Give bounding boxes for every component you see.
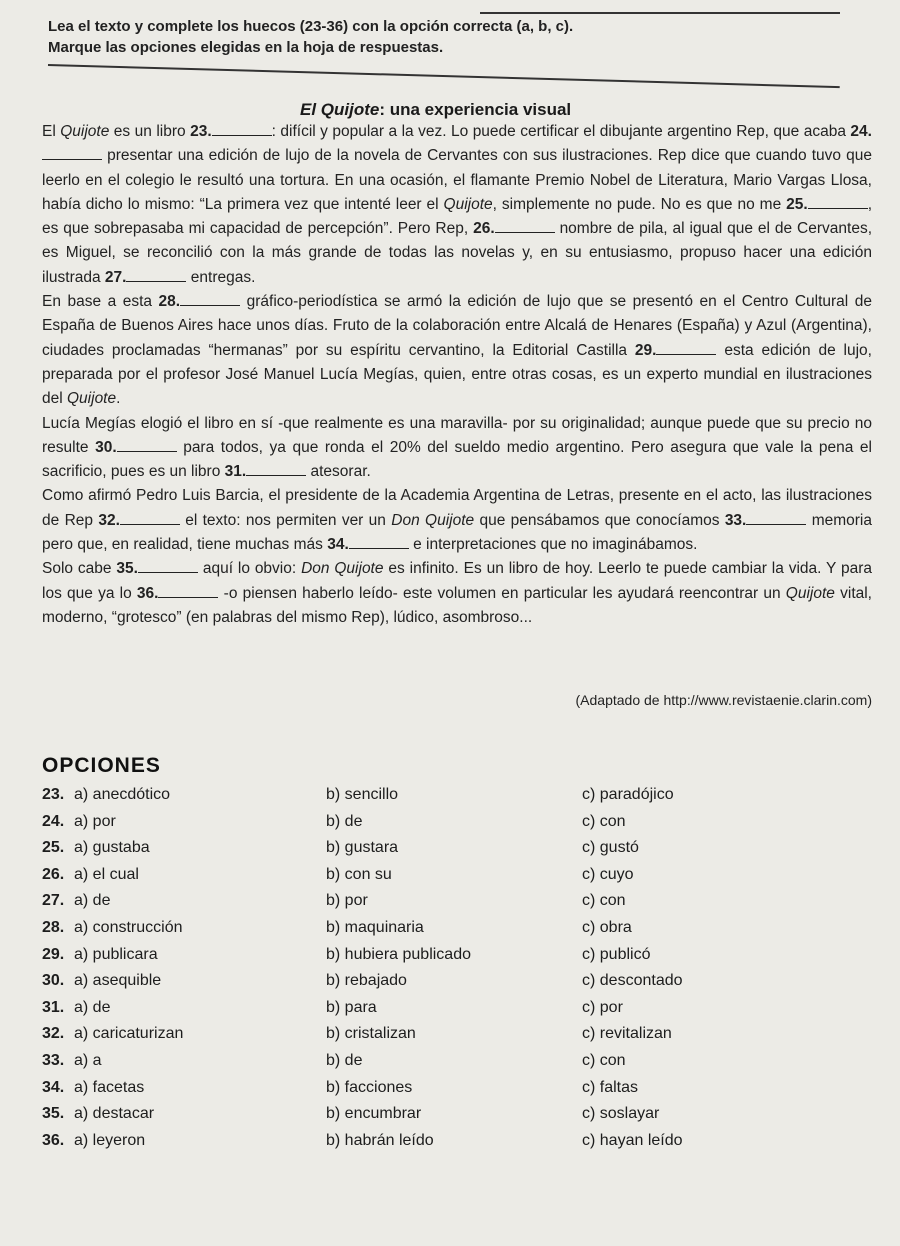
option-c[interactable]: c) por — [582, 998, 623, 1016]
text: vital, moderno, “grotesco” (en palabras del mismo Rep), lúdico, asombroso... — [42, 584, 872, 626]
option-b[interactable]: b) hubiera publicado — [326, 945, 471, 963]
option-b[interactable]: b) para — [326, 998, 377, 1016]
option-number: 35. — [42, 1105, 65, 1123]
option-row — [42, 888, 882, 915]
option-row — [42, 1128, 882, 1155]
option-a[interactable]: a) gustaba — [74, 839, 150, 857]
option-row — [42, 942, 882, 969]
title-italic: El Quijote — [300, 100, 380, 119]
option-b[interactable]: b) maquinaria — [326, 918, 424, 936]
option-row — [42, 915, 882, 942]
text-italic: Don Quijote — [391, 511, 475, 529]
option-b[interactable]: b) facciones — [326, 1078, 413, 1096]
gap-blank-25[interactable] — [808, 196, 868, 209]
option-b[interactable]: b) de — [326, 812, 363, 830]
gap-blank-27[interactable] — [126, 269, 186, 282]
option-c[interactable]: c) con — [582, 1051, 626, 1069]
option-number: 36. — [42, 1131, 65, 1149]
option-row — [42, 862, 882, 889]
gap-number-24: 24. — [850, 123, 872, 140]
options-title: OPCIONES — [42, 754, 161, 777]
text-italic: Quijote — [67, 390, 117, 408]
text: atesorar. — [306, 463, 371, 481]
option-a[interactable]: a) destacar — [74, 1105, 155, 1123]
text: , es que sobrepasaba mi capacidad de percepción”. Pero Rep, — [42, 195, 873, 238]
gap-number-28: 28. — [158, 293, 181, 311]
text: . — [116, 390, 121, 408]
gap-blank-26[interactable] — [495, 220, 555, 233]
option-c[interactable]: c) con — [582, 892, 626, 910]
text: Solo cabe — [42, 560, 117, 578]
paragraph-2 — [42, 290, 872, 411]
option-number: 34. — [42, 1078, 65, 1096]
option-row — [42, 968, 882, 995]
text: para todos, ya que ronda el 20% del sueldo medio argentino. Pero asegura que vale la pena el sacrificio, pues es un libro — [42, 438, 872, 481]
option-a[interactable]: a) construcción — [74, 918, 183, 936]
instructions-line-2: Marque las opciones elegidas en la hoja de respuestas. — [48, 39, 444, 56]
option-number: 24. — [42, 812, 65, 830]
option-b[interactable]: b) rebajado — [326, 972, 407, 990]
gap-number-25: 25. — [786, 195, 808, 213]
option-a[interactable]: a) publicara — [74, 945, 158, 963]
gap-blank-34[interactable] — [349, 536, 409, 549]
gap-number-35: 35. — [116, 560, 138, 578]
passage — [42, 120, 872, 630]
text: e interpretaciones que no imaginábamos. — [408, 536, 698, 554]
text: el texto: nos permiten ver un — [179, 511, 392, 529]
paragraph-5 — [42, 557, 872, 630]
paragraph-3 — [42, 412, 872, 485]
option-number: 26. — [42, 865, 65, 883]
option-row — [42, 1048, 882, 1075]
title-rest: : una experiencia visual — [379, 100, 572, 119]
option-c[interactable]: c) con — [582, 812, 626, 830]
option-c[interactable]: c) gustó — [582, 839, 639, 857]
option-c[interactable]: c) obra — [582, 918, 632, 936]
option-row — [42, 809, 882, 836]
text: es infinito. Es un libro de hoy. Leerlo te puede cambiar la vida. Y para los que ya lo — [42, 560, 872, 602]
option-a[interactable]: a) facetas — [74, 1078, 145, 1096]
text: memoria pero que, en realidad, tiene muchas más — [42, 511, 872, 554]
paragraph-4 — [42, 484, 872, 557]
text: gráfico-periodística se armó la edición de lujo que se presentó en el Centro Cultural de España de Buenos Aires hace unos días. Fruto de la colaboración entre Alcalá de Henares (España) y Azul (Argentina), ciudades proclamadas “hermanas” por su espíritu cervantino, la Editorial Castilla — [42, 293, 873, 359]
text: aquí lo obvio: — [197, 560, 302, 578]
gap-number-34: 34. — [327, 536, 349, 554]
header-rule — [48, 64, 840, 88]
gap-number-29: 29. — [634, 341, 657, 359]
option-b[interactable]: b) con su — [326, 865, 392, 883]
text: Lucía Megías elogió el libro en sí -que realmente es una maravilla- por su originalidad; aunque puede que su precio no resulte — [42, 414, 872, 456]
instructions — [48, 16, 848, 58]
gap-blank-33[interactable] — [746, 512, 806, 525]
option-c[interactable]: c) soslayar — [582, 1105, 660, 1123]
option-row — [42, 835, 882, 862]
gap-blank-23[interactable] — [212, 123, 272, 136]
option-c[interactable]: c) revitalizan — [582, 1025, 672, 1043]
text-italic: Quijote — [443, 195, 493, 213]
option-a[interactable]: a) a — [74, 1051, 102, 1069]
paragraph-1 — [42, 120, 872, 290]
option-number: 28. — [42, 918, 65, 936]
option-number: 31. — [42, 998, 65, 1016]
text-italic: Don Quijote — [301, 560, 384, 578]
option-b[interactable]: b) encumbrar — [326, 1105, 422, 1123]
gap-blank-30[interactable] — [117, 439, 177, 452]
top-rule — [480, 12, 840, 14]
option-number: 23. — [42, 786, 65, 803]
option-row — [42, 1021, 882, 1048]
gap-number-26: 26. — [473, 220, 495, 238]
page-title — [300, 100, 571, 120]
text: entregas. — [186, 268, 256, 286]
gap-number-32: 32. — [98, 511, 120, 529]
gap-number-33: 33. — [724, 511, 747, 529]
option-a[interactable]: a) de — [74, 892, 111, 910]
instructions-line-1: Lea el texto y complete los huecos (23-36) con la opción correcta (a, b, c). — [48, 18, 574, 35]
option-b[interactable]: b) por — [326, 892, 368, 910]
option-row — [42, 1101, 882, 1128]
option-number: 25. — [42, 839, 65, 857]
option-b[interactable]: b) habrán leído — [326, 1131, 434, 1149]
options-list — [42, 782, 882, 1154]
text: presentar una edición de lujo de la novela de Cervantes con sus ilustraciones. Rep dice que cuando tuvo que leerlo en el colegio le resultó una tortura. En una ocasión, el flamante Premio Nobel de Literatura, Mario Vargas Llosa, había dicho lo mismo: “La primera vez que intenté leer el — [42, 147, 872, 213]
gap-blank-31[interactable] — [246, 463, 306, 476]
option-row — [42, 995, 882, 1022]
text: nombre de pila, al igual que el de Cervantes, es Miguel, se reconcilió con la más grande de todas las novelas y, en su entusiasmo, propuso hacer una edición ilustrada — [42, 220, 873, 286]
option-b[interactable]: b) sencillo — [326, 786, 399, 803]
option-row — [42, 1075, 882, 1102]
text: que pensábamos que conocíamos — [474, 511, 725, 529]
text: Como afirmó Pedro Luis Barcia, el presidente de la Academia Argentina de Letras, presente en el acto, las ilustraciones de Rep — [42, 487, 872, 529]
option-c[interactable]: c) paradójico — [582, 786, 674, 803]
option-row — [42, 782, 882, 809]
gap-blank-36[interactable] — [158, 585, 218, 598]
gap-blank-32[interactable] — [120, 512, 180, 525]
gap-number-31: 31. — [224, 463, 247, 481]
option-b[interactable]: b) gustara — [326, 839, 399, 857]
gap-blank-29[interactable] — [656, 342, 716, 355]
gap-blank-35[interactable] — [138, 560, 198, 573]
option-c[interactable]: c) hayan leído — [582, 1131, 683, 1149]
option-c[interactable]: c) publicó — [582, 945, 651, 963]
option-number: 29. — [42, 945, 65, 963]
option-number: 27. — [42, 892, 65, 910]
text: -o piensen haberlo leído- este volumen en particular les ayudará reencontrar un — [218, 584, 786, 602]
gap-number-23: 23. — [190, 123, 212, 140]
text-italic: Quijote — [60, 123, 110, 140]
gap-number-36: 36. — [136, 584, 159, 602]
text-italic: Quijote — [785, 584, 835, 602]
text: , simplemente no pude. No es que no me — [492, 195, 787, 213]
option-number: 32. — [42, 1025, 65, 1043]
option-a[interactable]: a) el cual — [74, 865, 139, 883]
option-number: 30. — [42, 972, 65, 990]
text: es un libro — [109, 123, 191, 140]
option-c[interactable]: c) faltas — [582, 1078, 639, 1096]
text: : difícil y popular a la vez. Lo puede certificar el dibujante argentino Rep, que acaba — [271, 123, 851, 140]
text: esta edición de lujo, preparada por el profesor José Manuel Lucía Megías, quien, entre otras cosas, es un experto mundial en ilustraciones del — [42, 341, 872, 408]
gap-blank-24[interactable] — [42, 147, 102, 160]
option-a[interactable]: a) leyeron — [74, 1131, 146, 1149]
option-a[interactable]: a) por — [74, 812, 116, 830]
option-number: 33. — [42, 1051, 65, 1069]
text: En base a esta — [42, 293, 159, 311]
gap-number-27: 27. — [104, 268, 127, 286]
option-c[interactable]: c) cuyo — [582, 865, 634, 883]
gap-blank-28[interactable] — [180, 293, 240, 306]
source-citation: (Adaptado de http://www.revistaenie.clarin.com) — [575, 692, 872, 708]
option-a[interactable]: a) asequible — [74, 972, 162, 990]
gap-number-30: 30. — [95, 438, 117, 456]
text: El — [42, 123, 61, 140]
option-b[interactable]: b) cristalizan — [326, 1025, 416, 1043]
option-a[interactable]: a) caricaturizan — [74, 1025, 184, 1043]
option-b[interactable]: b) de — [326, 1051, 363, 1069]
option-a[interactable]: a) anecdótico — [74, 786, 171, 803]
option-a[interactable]: a) de — [74, 998, 111, 1016]
option-c[interactable]: c) descontado — [582, 972, 683, 990]
